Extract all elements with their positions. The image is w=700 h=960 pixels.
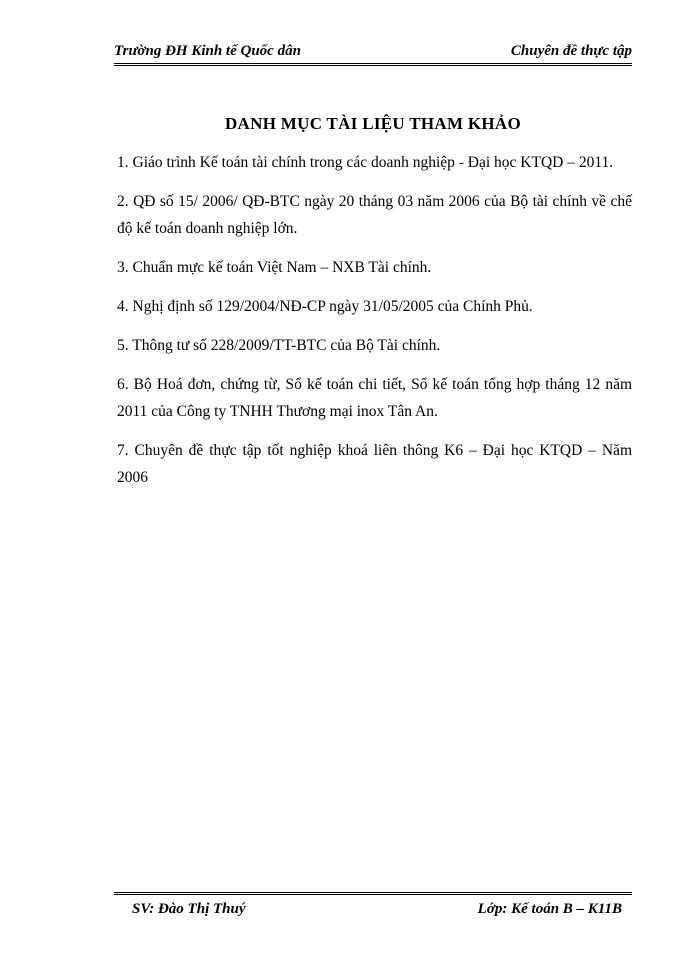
reference-item-3: 3. Chuẩn mực kế toán Việt Nam – NXB Tài chính. [117, 259, 432, 276]
header-school-name: Trường ĐH Kinh tế Quốc dân [114, 43, 301, 59]
reference-item-2: 2. QĐ số 15/ 2006/ QĐ-BTC ngày 20 tháng 03 năm 2006 của Bộ tài chính về chế độ kế toán doanh nghiệp lớn. [117, 193, 632, 237]
page-header [114, 38, 632, 66]
reference-item-6: 6. Bộ Hoá đơn, chứng từ, Sổ kế toán chi tiết, Sổ kế toán tổng hợp tháng 12 năm 2011 của Công ty TNHH Thương mại inox Tân An. [117, 376, 632, 420]
reference-item-7: 7. Chuyên đề thực tập tốt nghiệp khoá liên thông K6 – Đại học KTQD – Năm 2006 [117, 442, 632, 486]
page-title: DANH MỤC TÀI LIỆU THAM KHẢO [224, 114, 522, 133]
reference-list [117, 149, 632, 503]
reference-item-5: 5. Thông tư số 228/2009/TT-BTC của Bộ Tài chính. [117, 337, 441, 354]
footer-class-name: Lớp: Kế toán B – K11B [477, 901, 622, 917]
header-document-type: Chuyên đề thực tập [510, 43, 632, 59]
reference-item-1: 1. Giáo trình Kế toán tài chính trong các doanh nghiệp - Đại học KTQD – 2011. [117, 154, 614, 171]
page-footer [114, 892, 632, 918]
reference-item-4: 4. Nghị định số 129/2004/NĐ-CP ngày 31/05/2005 của Chính Phủ. [117, 298, 533, 315]
footer-student-name: SV: Đào Thị Thuý [132, 901, 246, 917]
